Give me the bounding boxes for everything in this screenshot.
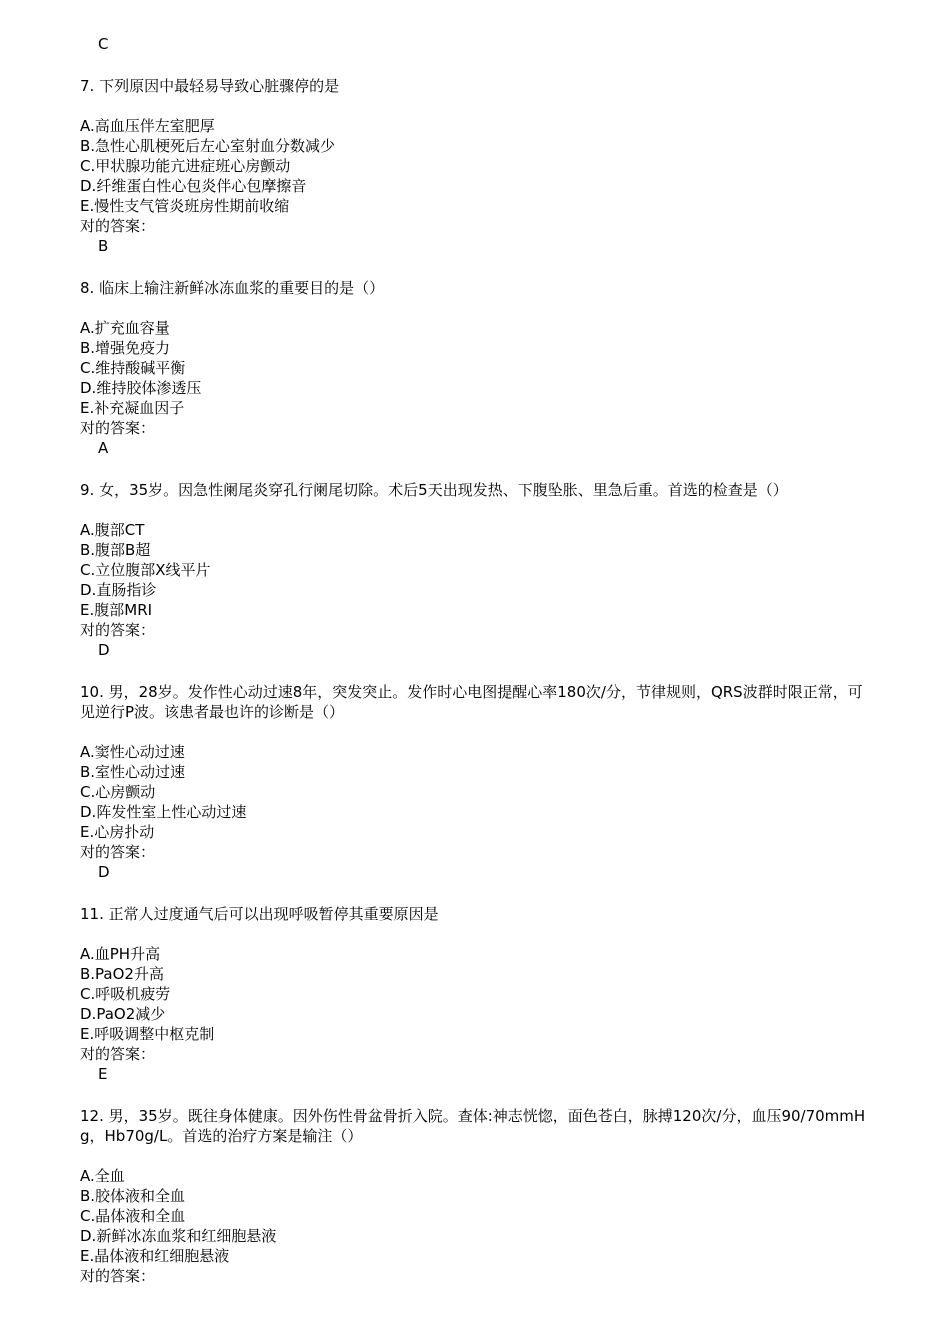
option-b: B.急性心肌梗死后左心室射血分数减少 <box>80 137 336 155</box>
option-e: E.呼吸调整中枢克制 <box>80 1025 215 1043</box>
answer-value: E <box>98 1065 108 1083</box>
option-a: A.窦性心动过速 <box>80 743 185 761</box>
question-title: 12. 男，35岁。既往身体健康。因外伤性骨盆骨折入院。查体:神志恍惚，面色苍白，脉搏120次/分，血压90/70mmHg，Hb70g/L。首选的治疗方案是输注（） <box>80 1107 866 1145</box>
option-d: D.直肠指诊 <box>80 581 157 599</box>
question-10 <box>80 682 870 882</box>
option-b: B.胶体液和全血 <box>80 1187 186 1205</box>
option-d: D.新鲜冰冻血浆和红细胞悬液 <box>80 1227 277 1245</box>
option-d: D.PaO2减少 <box>80 1005 166 1023</box>
question-11 <box>80 904 870 1084</box>
option-c: C.晶体液和全血 <box>80 1207 186 1225</box>
answer-value: D <box>98 863 110 881</box>
answer-label: 对的答案： <box>80 843 156 861</box>
document-page <box>80 34 870 1286</box>
option-a: A.扩充血容量 <box>80 319 170 337</box>
question-7 <box>80 76 870 256</box>
question-title: 9. 女，35岁。因急性阑尾炎穿孔行阑尾切除。术后5天出现发热、下腹坠胀、里急后重。首选的检查是（） <box>80 481 788 499</box>
answer-value: B <box>98 237 109 255</box>
option-b: B.腹部B超 <box>80 541 151 559</box>
option-b: B.PaO2升高 <box>80 965 164 983</box>
question-8 <box>80 278 870 458</box>
option-e: E.晶体液和红细胞悬液 <box>80 1247 230 1265</box>
option-d: D.阵发性室上性心动过速 <box>80 803 247 821</box>
answer-label: 对的答案： <box>80 217 156 235</box>
answer-label: 对的答案： <box>80 419 156 437</box>
question-title: 7. 下列原因中最轻易导致心脏骤停的是 <box>80 77 340 95</box>
question-title: 8. 临床上输注新鲜冰冻血浆的重要目的是（） <box>80 279 385 297</box>
option-c: C.甲状腺功能亢进症班心房颤动 <box>80 157 291 175</box>
option-a: A.血PH升高 <box>80 945 161 963</box>
option-d: D.维持胶体渗透压 <box>80 379 202 397</box>
question-title: 10. 男，28岁。发作性心动过速8年，突发突止。发作时心电图提醒心率180次/分，节律规则，QRS波群时限正常，可见逆行P波。该患者最也许的诊断是（） <box>80 683 863 721</box>
answer-value: A <box>98 439 109 457</box>
question-title: 11. 正常人过度通气后可以出现呼吸暂停其重要原因是 <box>80 905 439 923</box>
answer-label: 对的答案： <box>80 1267 156 1285</box>
option-e: E.慢性支气管炎班房性期前收缩 <box>80 197 290 215</box>
option-e: E.补充凝血因子 <box>80 399 185 417</box>
answer-label: 对的答案： <box>80 1045 156 1063</box>
answer-label: 对的答案： <box>80 621 156 639</box>
option-b: B.室性心动过速 <box>80 763 186 781</box>
option-e: E.腹部MRI <box>80 601 153 619</box>
answer-value: D <box>98 641 110 659</box>
question-9 <box>80 480 870 660</box>
option-c: C.立位腹部X线平片 <box>80 561 211 579</box>
option-a: A.全血 <box>80 1167 125 1185</box>
previous-answer-value: C <box>98 35 109 53</box>
option-b: B.增强免疫力 <box>80 339 171 357</box>
option-e: E.心房扑动 <box>80 823 155 841</box>
option-c: C.呼吸机疲劳 <box>80 985 171 1003</box>
option-c: C.心房颤动 <box>80 783 156 801</box>
option-c: C.维持酸碱平衡 <box>80 359 186 377</box>
question-12 <box>80 1106 870 1286</box>
option-d: D.纤维蛋白性心包炎伴心包摩擦音 <box>80 177 307 195</box>
option-a: A.腹部CT <box>80 521 145 539</box>
option-a: A.高血压伴左室肥厚 <box>80 117 215 135</box>
